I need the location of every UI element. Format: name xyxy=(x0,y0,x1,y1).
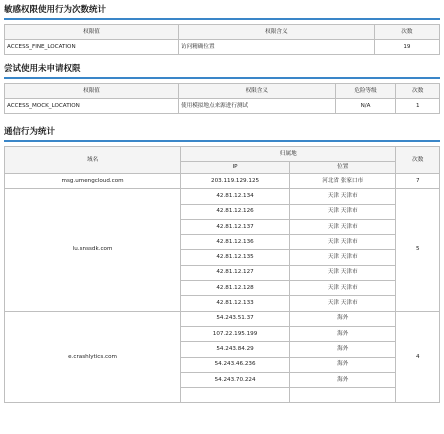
position-cell: 天津 天津市 xyxy=(289,204,396,219)
header-location-group: 归属地 xyxy=(181,147,396,162)
permission-meaning: 使用模拟地点来源进行测试 xyxy=(179,99,336,114)
position-cell: 海外 xyxy=(289,357,396,372)
position-cell: 海外 xyxy=(289,342,396,357)
table-header-row xyxy=(5,84,440,99)
ip-cell: 42.81.12.133 xyxy=(181,296,290,311)
count-cell: 5 xyxy=(396,189,440,311)
network-behavior-table xyxy=(4,146,440,403)
table-row xyxy=(5,174,440,189)
ip-cell: 54.243.51.37 xyxy=(181,311,290,326)
domain-cell: msg.umengcloud.com xyxy=(5,174,181,189)
ip-cell: 42.81.12.135 xyxy=(181,250,290,265)
table-row xyxy=(5,311,440,326)
domain-cell: lu.snssdk.com xyxy=(5,189,181,311)
position-cell: 天津 天津市 xyxy=(289,296,396,311)
position-cell xyxy=(289,388,396,403)
position-cell: 天津 天津市 xyxy=(289,281,396,296)
count-cell: 4 xyxy=(396,311,440,403)
ip-cell: 54.243.84.29 xyxy=(181,342,290,357)
position-cell: 天津 天津市 xyxy=(289,189,396,204)
table-row xyxy=(5,99,440,114)
section-divider xyxy=(4,77,440,79)
section-divider xyxy=(4,140,440,142)
ip-cell: 42.81.12.137 xyxy=(181,219,290,234)
table-header-row xyxy=(5,147,440,162)
position-cell: 天津 天津市 xyxy=(289,265,396,280)
sensitive-permissions-table xyxy=(4,24,440,55)
position-cell: 海外 xyxy=(289,372,396,387)
count-cell: 7 xyxy=(396,174,440,189)
header-position: 位置 xyxy=(289,162,396,174)
position-cell: 海外 xyxy=(289,311,396,326)
header-domain: 域名 xyxy=(5,147,181,174)
ip-cell: 54.243.70.224 xyxy=(181,372,290,387)
ip-cell: 42.81.12.136 xyxy=(181,235,290,250)
ip-cell: 54.243.46.236 xyxy=(181,357,290,372)
section-title-network-behavior: 通信行为统计 xyxy=(4,127,56,137)
unrequested-permissions-table xyxy=(4,83,440,114)
header-count: 次数 xyxy=(396,84,440,99)
header-permission-value: 权限值 xyxy=(5,25,179,40)
position-cell: 海外 xyxy=(289,326,396,341)
header-ip: IP xyxy=(181,162,290,174)
section-title-unrequested-permissions: 尝试使用未申请权限 xyxy=(4,64,81,74)
table-header-row xyxy=(5,25,440,40)
ip-cell: 203.119.129.125 xyxy=(181,174,290,189)
permission-count: 1 xyxy=(396,99,440,114)
ip-cell: 42.81.12.134 xyxy=(181,189,290,204)
ip-cell: 42.81.12.128 xyxy=(181,281,290,296)
table-row xyxy=(5,40,440,55)
header-permission-meaning: 权限含义 xyxy=(179,84,336,99)
danger-level: N/A xyxy=(335,99,396,114)
header-danger-level: 危险等级 xyxy=(335,84,396,99)
ip-cell: 42.81.12.126 xyxy=(181,204,290,219)
header-permission-meaning: 权限含义 xyxy=(179,25,375,40)
header-permission-value: 权限值 xyxy=(5,84,179,99)
report-page xyxy=(4,0,440,403)
header-count: 次数 xyxy=(374,25,439,40)
header-count: 次数 xyxy=(396,147,440,174)
position-cell: 天津 天津市 xyxy=(289,250,396,265)
position-cell: 河北省 张家口市 xyxy=(289,174,396,189)
section-divider xyxy=(4,18,440,20)
position-cell: 天津 天津市 xyxy=(289,235,396,250)
domain-cell: e.crashlytics.com xyxy=(5,311,181,403)
position-cell: 天津 天津市 xyxy=(289,219,396,234)
ip-cell: 42.81.12.127 xyxy=(181,265,290,280)
permission-count: 19 xyxy=(374,40,439,55)
section-title-sensitive-permissions: 敏感权限使用行为次数统计 xyxy=(4,5,107,15)
table-row xyxy=(5,189,440,204)
permission-meaning: 访问精确位置 xyxy=(179,40,375,55)
ip-cell xyxy=(181,388,290,403)
ip-cell: 107.22.195.199 xyxy=(181,326,290,341)
permission-value: ACCESS_MOCK_LOCATION xyxy=(5,99,179,114)
permission-value: ACCESS_FINE_LOCATION xyxy=(5,40,179,55)
